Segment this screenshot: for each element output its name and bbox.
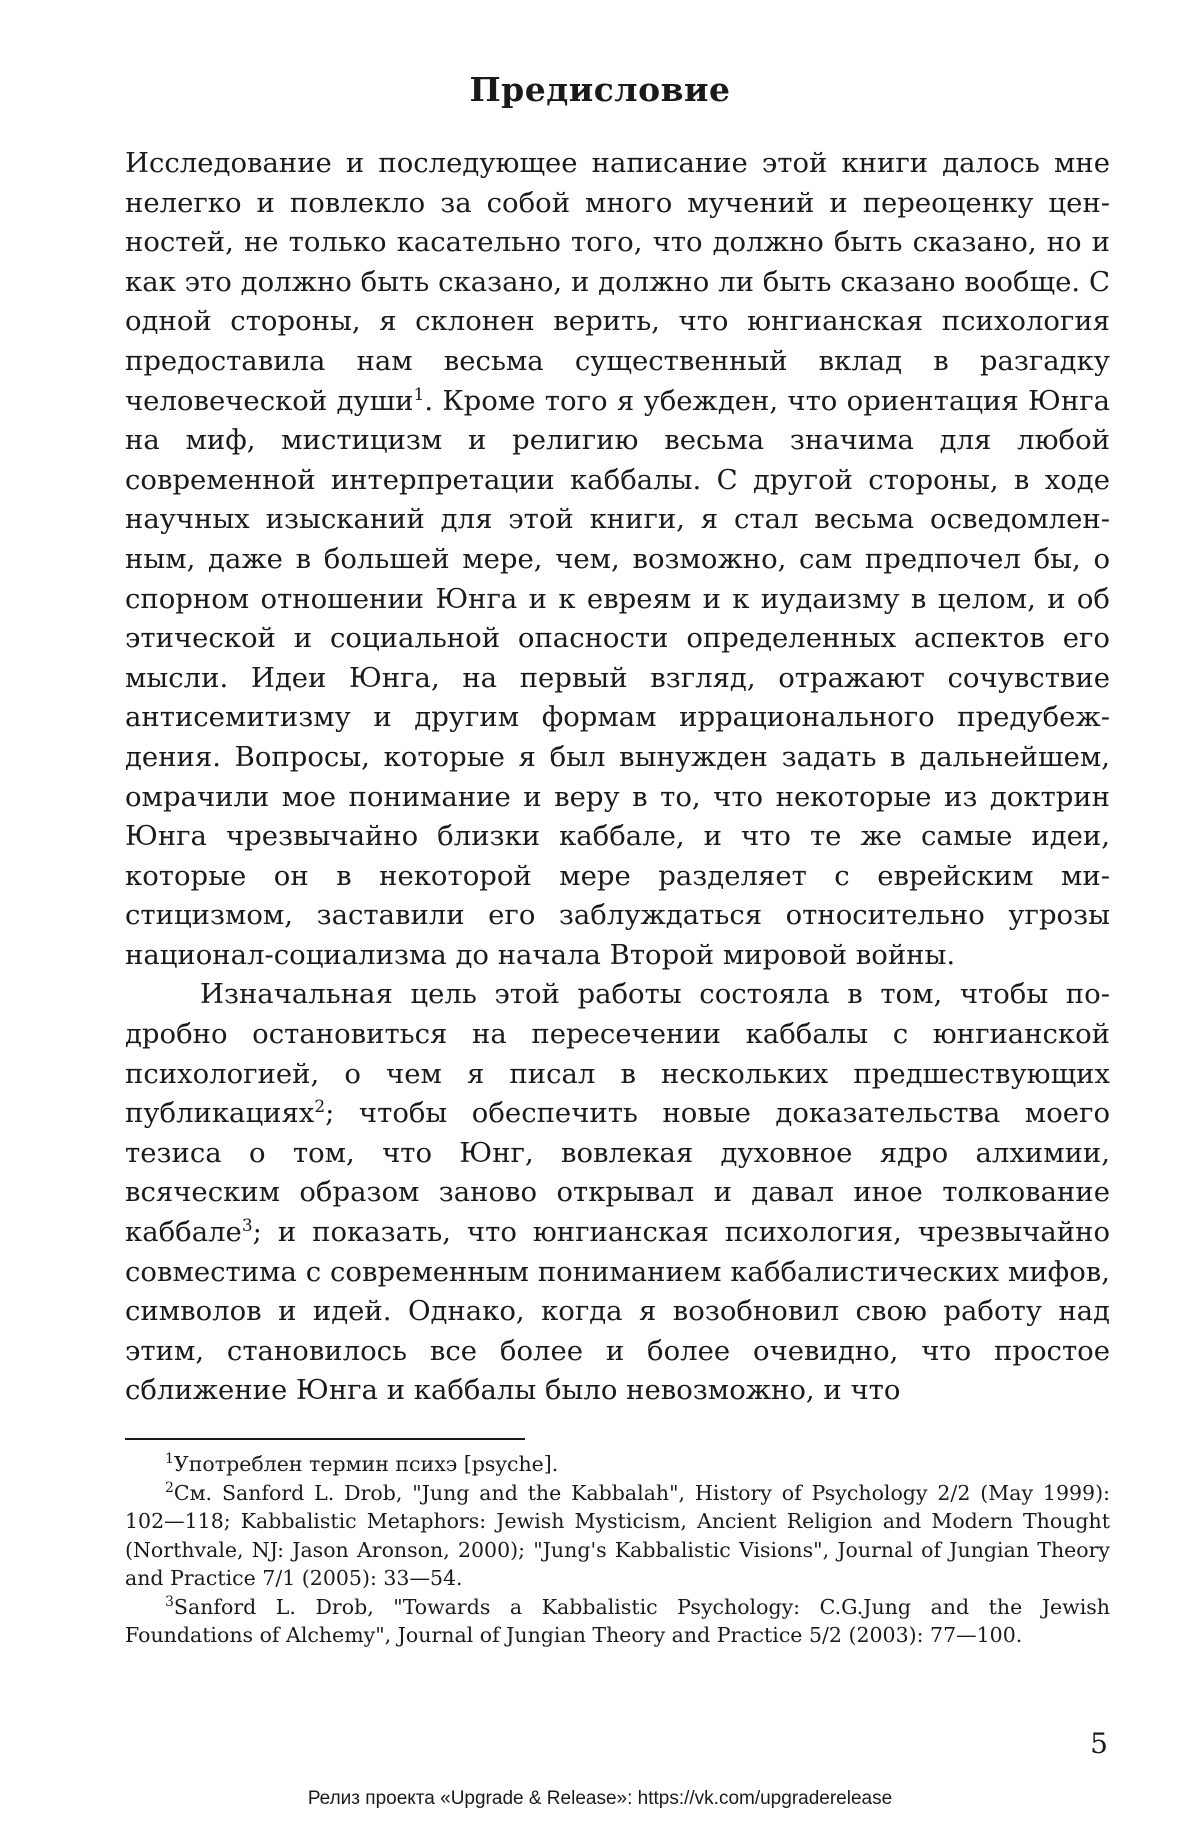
paragraph-2-text-b: ; чтобы обеспечить новые доказательства моего тезиса о том, что Юнг, вовлекая духовное ядро алхимии, всяческим образом заново открывал и давал иное толкование каббале: [125, 1097, 1110, 1249]
footnote-text: См. Sanford L. Drob, "Jung and the Kabbalah", History of Psychology 2/2 (May 1999): 102—118; Kabbalistic Metaphors: Jewish Mysticism, Ancient Religion and Modern Thought (Northvale, NJ: Jason Aronson, 2000); "Jung's Kabbalistic Visions", Journal of Jungian Theory and Practice 7/1 (2005): 33—54.: [125, 1480, 1110, 1590]
page-title: Предисловие: [469, 70, 731, 109]
main-text: [125, 144, 1110, 1411]
release-credits: Релиз проекта «Upgrade & Release»: https://vk.com/upgraderelease: [307, 1788, 893, 1809]
footnote-number: 2: [165, 1479, 174, 1496]
paragraph-1-text-a: Исследование и последующее написание этой книги далось мне нелегко и повлекло за собой много мучений и переоценку ценностей, не только касательно того, что должно быть сказано, но и как это должно быть сказано, и должно ли быть сказано вообще. С одной стороны, я склонен верить, что юнгианская психология предоставила нам весьма существенный вклад в разгадку человеческой души: [125, 147, 1110, 417]
footnote-1: [125, 1450, 1110, 1479]
footnotes: [125, 1450, 1110, 1650]
paragraph-2: [125, 975, 1110, 1411]
footnote-text: Употреблен термин психэ [psyche].: [173, 1452, 559, 1476]
footnote-text: Sanford L. Drob, "Towards a Kabbalistic Psychology: C.G.Jung and the Jewish Foundations of Alchemy", Journal of Jungian Theory and Practice 5/2 (2003): 77—100.: [125, 1594, 1110, 1647]
footnote-ref-2: 2: [314, 1097, 326, 1118]
paragraph-2-text-c: ; и показать, что юнгианская психология, чрезвычайно совместима с современным пониманием каббалистических мифов, символов и идей. Однако, когда я возобновил свою работу над этим, становилось все более и более очевидно, что простое сближение Юнга и каббалы было невозможно, и что: [125, 1216, 1110, 1407]
footnote-3: [125, 1593, 1110, 1650]
footnote-number: 1: [165, 1451, 174, 1468]
paragraph-2-text-a: Изначальная цель этой работы состояла в том, чтобы подробно остановиться на пересечении каббалы с юнгианской психологией, о чем я писал в нескольких предшествующих публикациях: [125, 978, 1110, 1130]
footnote-2: [125, 1479, 1110, 1593]
footnote-number: 3: [165, 1593, 174, 1610]
paragraph-1: [125, 144, 1110, 975]
footnote-ref-1: 1: [413, 384, 425, 405]
page-number: 5: [1090, 1727, 1108, 1760]
paragraph-1-text-b: . Кроме того я убежден, что ориентация Юнга на миф, мистицизм и религию весьма значима для любой современной интерпретации каббалы. С другой стороны, в ходе научных изысканий для этой книги, я стал весьма осведомленным, даже в большей мере, чем, возможно, сам предпочел бы, о спорном отношении Юнга и к евреям и к иудаизму в целом, и об этической и социальной опасности определенных аспектов его мысли. Идеи Юнга, на первый взгляд, отражают сочувствие антисемитизму и другим формам иррационального предубеждения. Вопросы, которые я был вынужден задать в дальнейшем, омрачили мое понимание и веру в то, что некоторые из доктрин Юнга чрезвычайно близки каббале, и что те же самые идеи, которые он в некоторой мере разделяет с еврейским мистицизмом, заставили его заблуждаться относительно угрозы национал-социализма до начала Второй мировой войны.: [125, 384, 1110, 971]
footnote-ref-3: 3: [241, 1215, 253, 1236]
footnote-divider: [125, 1438, 525, 1440]
